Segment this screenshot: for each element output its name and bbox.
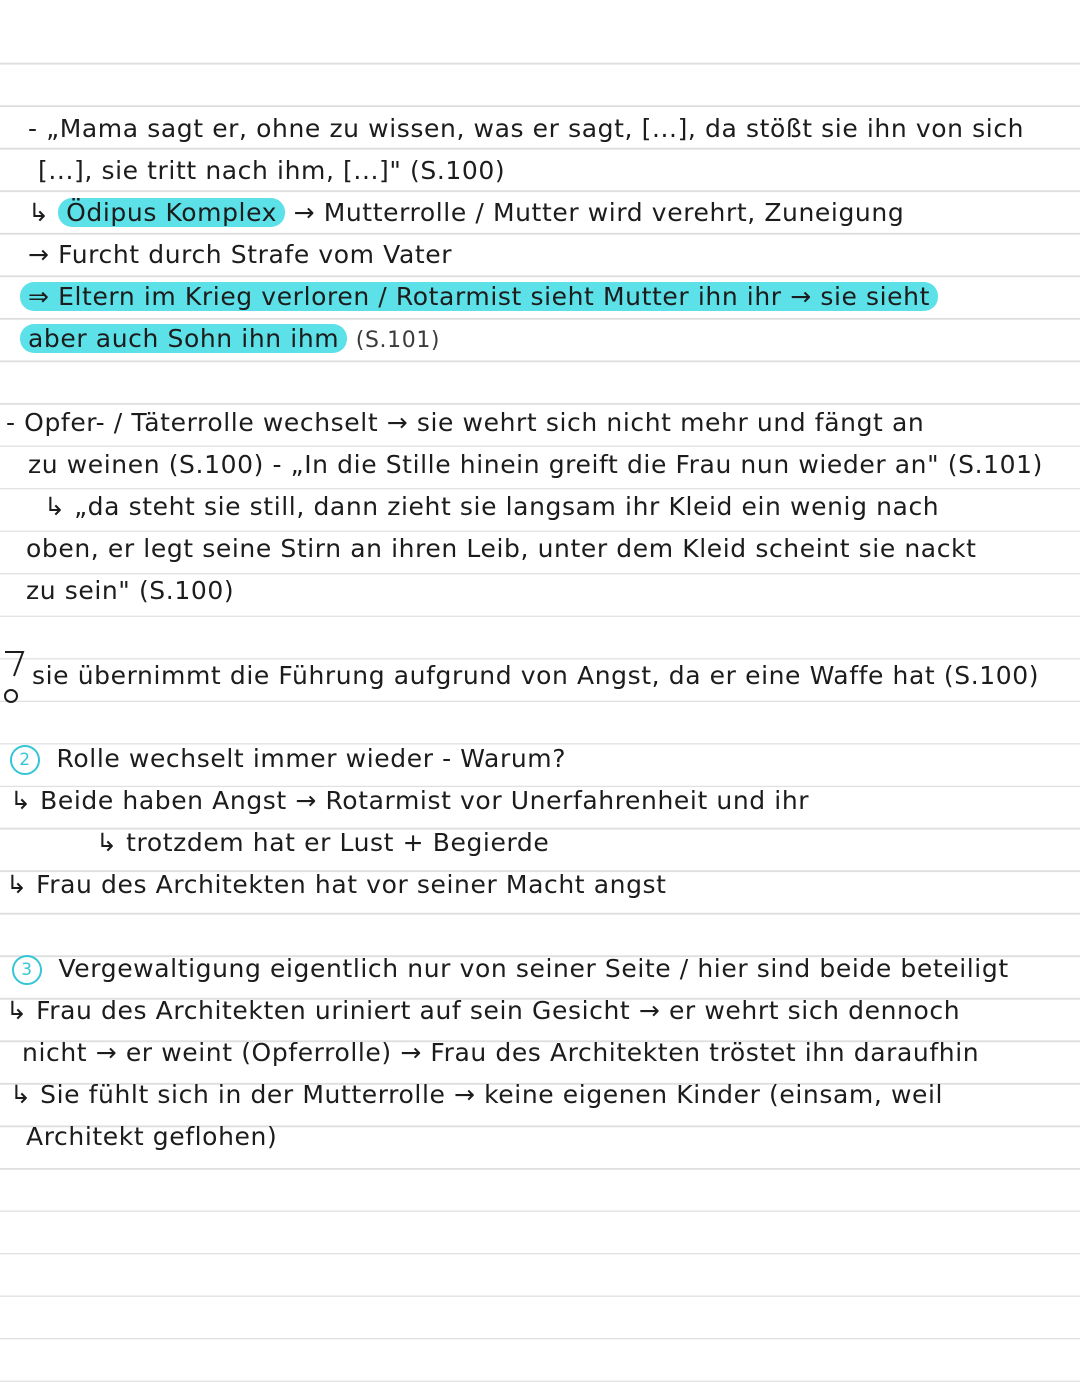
note-line-power: ↳ Frau des Architekten hat vor seiner Macht angst [6, 870, 667, 899]
note-line-parents [20, 281, 938, 313]
note-line-quote-1: - „Mama sagt er, ohne zu wissen, was er sagt, [...], da stößt sie ihn von sich [28, 114, 1025, 143]
note-line-quote-2: [...], sie tritt nach ihm, [...]" (S.100) [38, 156, 506, 185]
note-line-motherrole: ↳ Sie fühlt sich in der Mutterrolle → keine eigenen Kinder (einsam, weil [10, 1080, 944, 1109]
note-line-urinate: ↳ Frau des Architekten uriniert auf sein Gesicht → er wehrt sich dennoch [6, 996, 961, 1025]
note-line-quote-dress-3: zu sein" (S.100) [26, 576, 235, 605]
note-line-leadership: sie übernimmt die Führung aufgrund von Angst, da er eine Waffe hat (S.100) [32, 661, 1040, 690]
note-text: Vergewaltigung eigentlich nur von seiner Seite / hier sind beide beteiligt [58, 954, 1009, 983]
note-heading-3 [12, 953, 1009, 985]
note-line-quote-dress-1: ↳ „da steht sie still, dann zieht sie langsam ihr Kleid ein wenig nach [44, 492, 940, 521]
arrow-icon: ↳ [28, 198, 50, 227]
note-line-fear: → Furcht durch Strafe vom Vater [28, 240, 453, 269]
note-line-roles: - Opfer- / Täterrolle wechselt → sie wehrt sich nicht mehr und fängt an [6, 408, 925, 437]
page-reference: (S.101) [355, 328, 441, 353]
question-text: Rolle wechselt immer wieder - Warum? [56, 744, 567, 773]
note-line-crying: zu weinen (S.100) - „In die Stille hinein greift die Frau nun wieder an" (S.101) [28, 450, 1044, 479]
note-text: → Mutterrolle / Mutter wird verehrt, Zuneigung [293, 198, 905, 227]
highlighted-text-son: aber auch Sohn ihn ihm [20, 324, 347, 353]
note-heading-2 [10, 743, 566, 775]
number-3-icon: 3 [12, 955, 42, 985]
number-2-icon: 2 [10, 745, 40, 775]
note-line-both-fear: ↳ Beide haben Angst → Rotarmist vor Unerfahrenheit und ihr [10, 786, 810, 815]
highlighted-term-oedipus: Ödipus Komplex [58, 198, 285, 227]
note-line-son [20, 323, 440, 355]
note-line-quote-dress-2: oben, er legt seine Stirn an ihren Leib, unter dem Kleid scheint sie nackt [26, 534, 977, 563]
note-line-weeps: nicht → er weint (Opferrolle) → Frau des Architekten tröstet ihn daraufhin [22, 1038, 980, 1067]
note-line-oedipus [28, 197, 904, 229]
note-line-architect-fled: Architekt geflohen) [26, 1122, 278, 1151]
note-line-desire: ↳ trotzdem hat er Lust + Begierde [96, 828, 550, 857]
triangle-circle-icon [2, 648, 26, 706]
highlighted-text-parents: ⇒ Eltern im Krieg verloren / Rotarmist sieht Mutter ihn ihr → sie sieht [20, 282, 938, 311]
